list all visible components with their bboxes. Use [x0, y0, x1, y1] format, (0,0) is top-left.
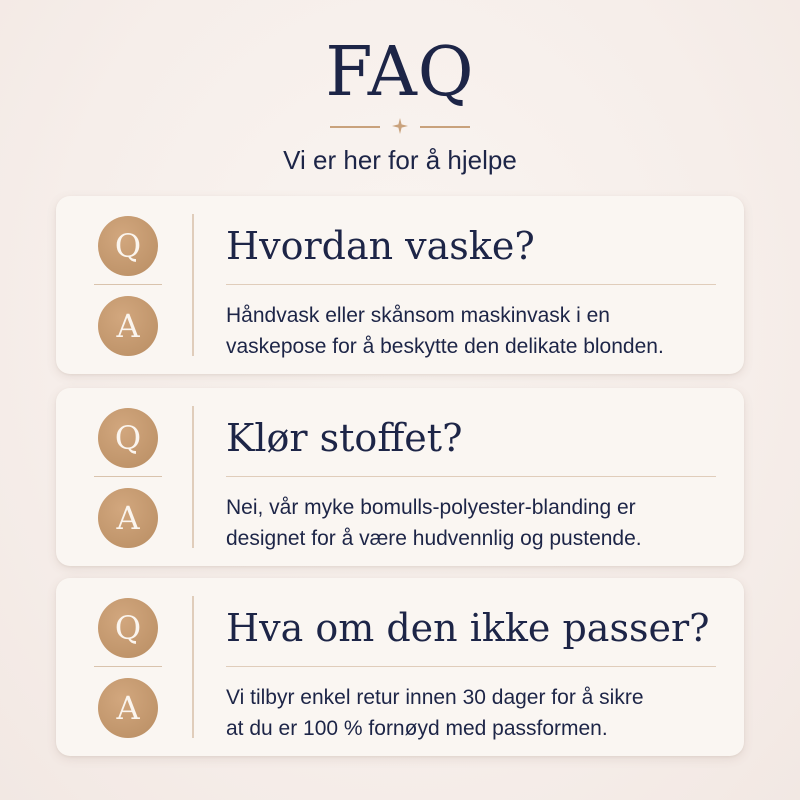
badge-divider [94, 284, 162, 285]
faq-answer-line: Vi tilbyr enkel retur innen 30 dager for å sikre [226, 686, 644, 709]
answer-badge: A [98, 296, 158, 356]
badge-divider [94, 476, 162, 477]
divider-line-right [420, 126, 470, 128]
card-vertical-divider [192, 406, 194, 548]
question-divider [226, 666, 716, 667]
faq-answer-line: Nei, vår myke bomulls-polyester-blanding er [226, 496, 636, 519]
question-divider [226, 476, 716, 477]
faq-header [0, 0, 800, 190]
page-subtitle: Vi er her for å hjelpe [283, 145, 517, 175]
faq-answer-line: at du er 100 % fornøyd med passformen. [226, 717, 608, 740]
title-divider [330, 118, 470, 136]
faq-answer-line: Håndvask eller skånsom maskinvask i en [226, 304, 610, 327]
page-title: FAQ [325, 33, 475, 112]
faq-question: Hva om den ikke passer? [226, 606, 710, 650]
faq-answer-line: vaskepose for å beskytte den delikate blonden. [226, 335, 664, 358]
question-badge: Q [98, 216, 158, 276]
faq-question: Klør stoffet? [226, 416, 463, 460]
question-badge: Q [98, 598, 158, 658]
answer-badge: A [98, 678, 158, 738]
faq-answer [226, 492, 726, 554]
faq-card [56, 196, 744, 374]
faq-card [56, 578, 744, 756]
sparkle-icon [392, 118, 408, 134]
faq-answer [226, 682, 726, 744]
faq-answer-line: designet for å være hudvennlig og pustende. [226, 527, 642, 550]
faq-card [56, 388, 744, 566]
card-vertical-divider [192, 596, 194, 738]
faq-answer [226, 300, 726, 362]
card-vertical-divider [192, 214, 194, 356]
answer-badge: A [98, 488, 158, 548]
question-divider [226, 284, 716, 285]
badge-divider [94, 666, 162, 667]
question-badge: Q [98, 408, 158, 468]
faq-question: Hvordan vaske? [226, 224, 535, 268]
divider-line-left [330, 126, 380, 128]
